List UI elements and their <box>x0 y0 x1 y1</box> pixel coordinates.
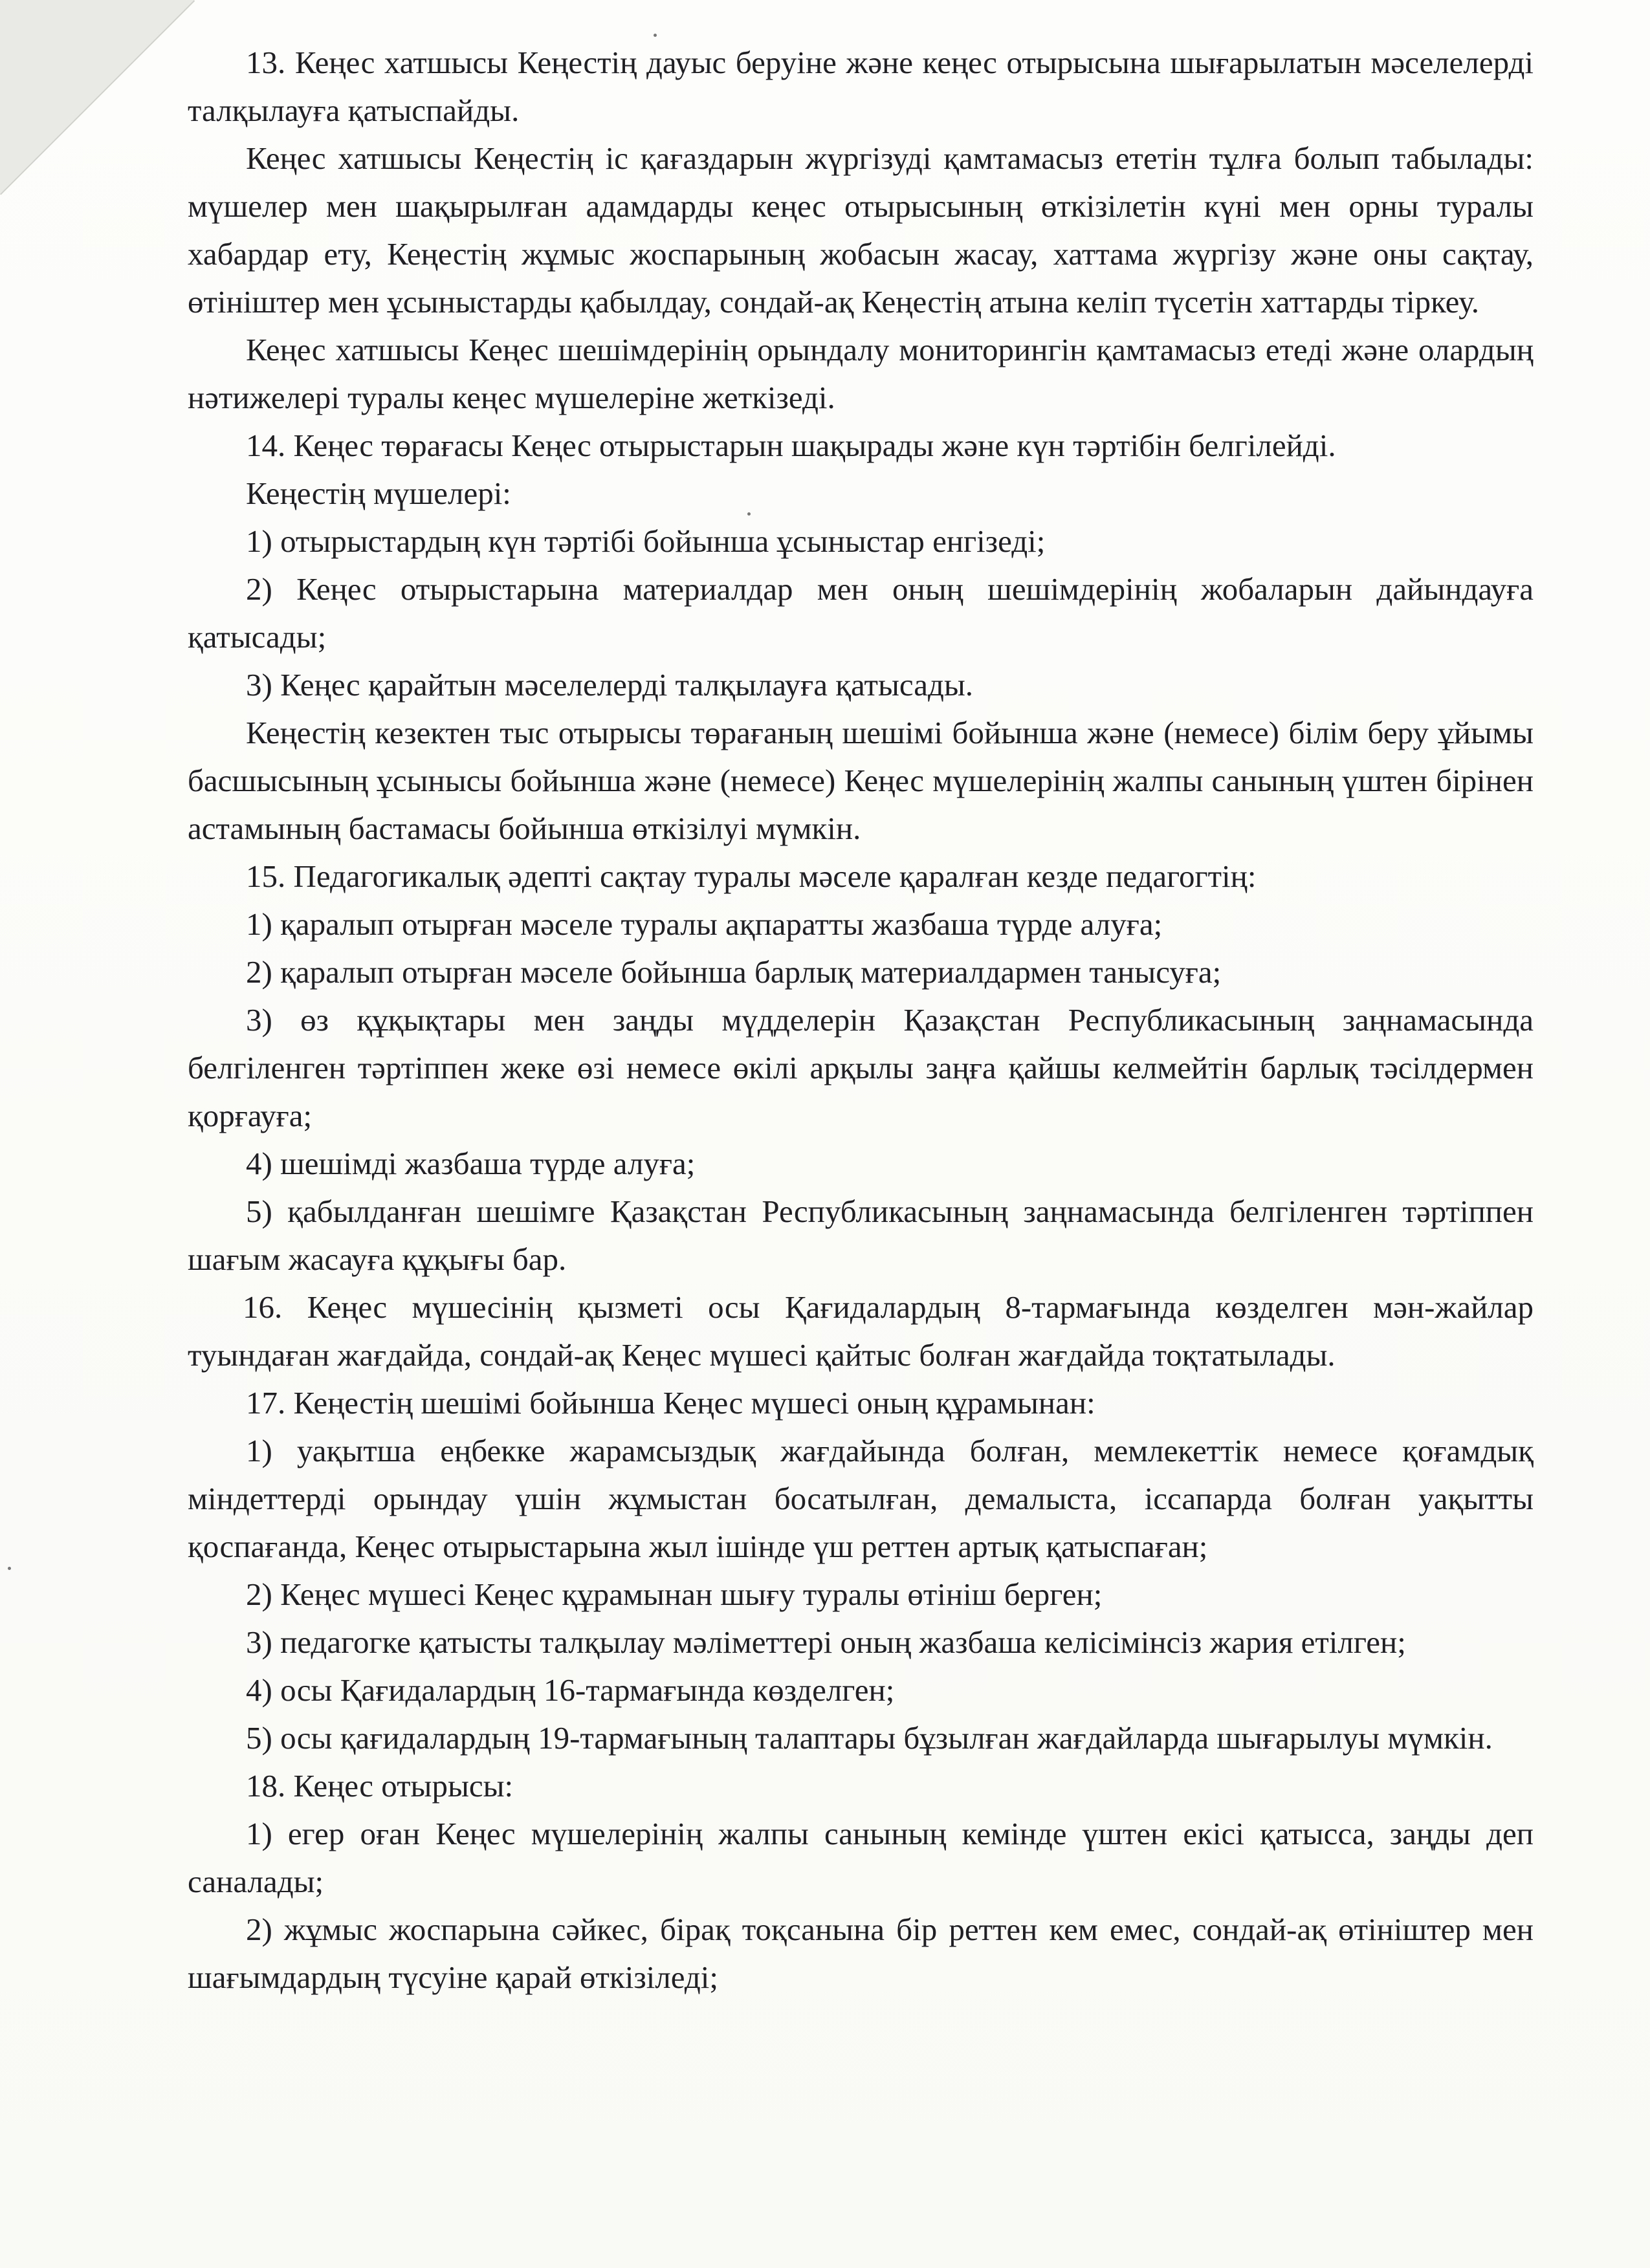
list-item: 1) егер оған Кеңес мүшелерінің жалпы санының кемінде үштен екісі қатысса, заңды деп саналады; <box>188 1816 1534 1899</box>
list-item: 3) Кеңес қарайтын мәселелерді талқылауға қатысады. <box>246 667 974 703</box>
paragraph-14: 14. Кеңес төрағасы Кеңес отырыстарын шақырады және күн тәртібін белгілейді. <box>246 428 1336 463</box>
list-item: 3) өз құқықтары мен заңды мүдделерін Қазақстан Республикасының заңнамасында белгіленген тәртіппен жеке өзі немесе өкілі арқылы заңға қайшы келмейтін барлық тәсілдермен қорғауға; <box>188 1002 1534 1133</box>
list-item: 5) осы қағидалардың 19-тармағының талаптары бұзылған жағдайларда шығарылуы мүмкін. <box>246 1720 1493 1756</box>
scan-speck <box>654 34 657 37</box>
paragraph-15: 15. Педагогикалық әдепті сақтау туралы мәселе қаралған кезде педагогтің: <box>246 858 1257 894</box>
list-item: 2) қаралып отырған мәселе бойынша барлық материалдармен танысуға; <box>246 954 1222 990</box>
paragraph-members-heading: Кеңестің мүшелері: <box>246 475 511 511</box>
paragraph-18: 18. Кеңес отырысы: <box>246 1768 514 1804</box>
list-item: 1) отырыстардың күн тәртібі бойынша ұсыныстар енгізеді; <box>246 523 1046 559</box>
list-item: 4) осы Қағидалардың 16-тармағында көзделген; <box>246 1672 895 1708</box>
document-body <box>188 39 1534 2001</box>
list-item: 2) Кеңес отырыстарына материалдар мен оның шешімдерінің жобаларын дайындауға қатысады; <box>188 571 1534 655</box>
paragraph-13: 13. Кеңес хатшысы Кеңестің дауыс беруіне және кеңес отырысына шығарылатын мәселелерді талқылауға қатыспайды. <box>188 45 1534 128</box>
paragraph-secretary-duties: Кеңес хатшысы Кеңестің іс қағаздарын жүргізуді қамтамасыз ететін тұлға болып табылады: мүшелер мен шақырылған адамдарды кеңес отырысының өткізілетін күні мен орны туралы хабардар ету, Кеңестің жұмыс жоспарының жобасын жасау, хаттама жүргізу және оны сақтау, өтініштер мен ұсыныстарды қабылдау, сондай-ақ Кеңестің атына келіп түсетін хаттарды тіркеу. <box>188 140 1534 320</box>
paragraph-17: 17. Кеңестің шешімі бойынша Кеңес мүшесі оның құрамынан: <box>246 1385 1095 1421</box>
list-item: 3) педагогке қатысты талқылау мәліметтері оның жазбаша келісімінсіз жария етілген; <box>246 1624 1406 1660</box>
list-item: 2) жұмыс жоспарына сәйкес, бірақ тоқсанына бір реттен кем емес, сондай-ақ өтініштер мен шағымдардың түсуіне қарай өткізіледі; <box>188 1912 1534 1995</box>
scan-speck <box>8 1567 11 1570</box>
list-item: 5) қабылданған шешімге Қазақстан Республикасының заңнамасында белгіленген тәртіппен шағым жасауға құқығы бар. <box>188 1194 1534 1277</box>
list-item: 1) уақытша еңбекке жарамсыздық жағдайында болған, мемлекеттік немесе қоғамдық міндеттерді орындау үшін жұмыстан босатылған, демалыста, іссапарда болған уақытты қоспағанда, Кеңес отырыстарына жыл ішінде үш реттен артық қатыспаған; <box>188 1433 1534 1564</box>
paragraph-16: 16. Кеңес мүшесінің қызметі осы Қағидалардың 8-тармағында көзделген мән-жайлар туындаған жағдайда, сондай-ақ Кеңес мүшесі қайтыс болған жағдайда тоқтатылады. <box>188 1289 1534 1373</box>
list-item: 2) Кеңес мүшесі Кеңес құрамынан шығу туралы өтініш берген; <box>246 1576 1103 1612</box>
paragraph-secretary-monitoring: Кеңес хатшысы Кеңес шешімдерінің орындалу мониторингін қамтамасыз етеді және олардың нәтижелері туралы кеңес мүшелеріне жеткізеді. <box>188 332 1534 415</box>
list-item: 1) қаралып отырған мәселе туралы ақпаратты жазбаша түрде алуға; <box>246 906 1163 942</box>
paragraph-extraordinary-meeting: Кеңестің кезектен тыс отырысы төрағаның шешімі бойынша және (немесе) білім беру ұйымы басшысының ұсынысы бойынша және (немесе) Кеңес мүшелерінің жалпы санының үштен бірінен астамының бастамасы бойынша өткізілуі мүмкін. <box>188 715 1534 846</box>
list-item: 4) шешімді жазбаша түрде алуға; <box>246 1146 696 1181</box>
